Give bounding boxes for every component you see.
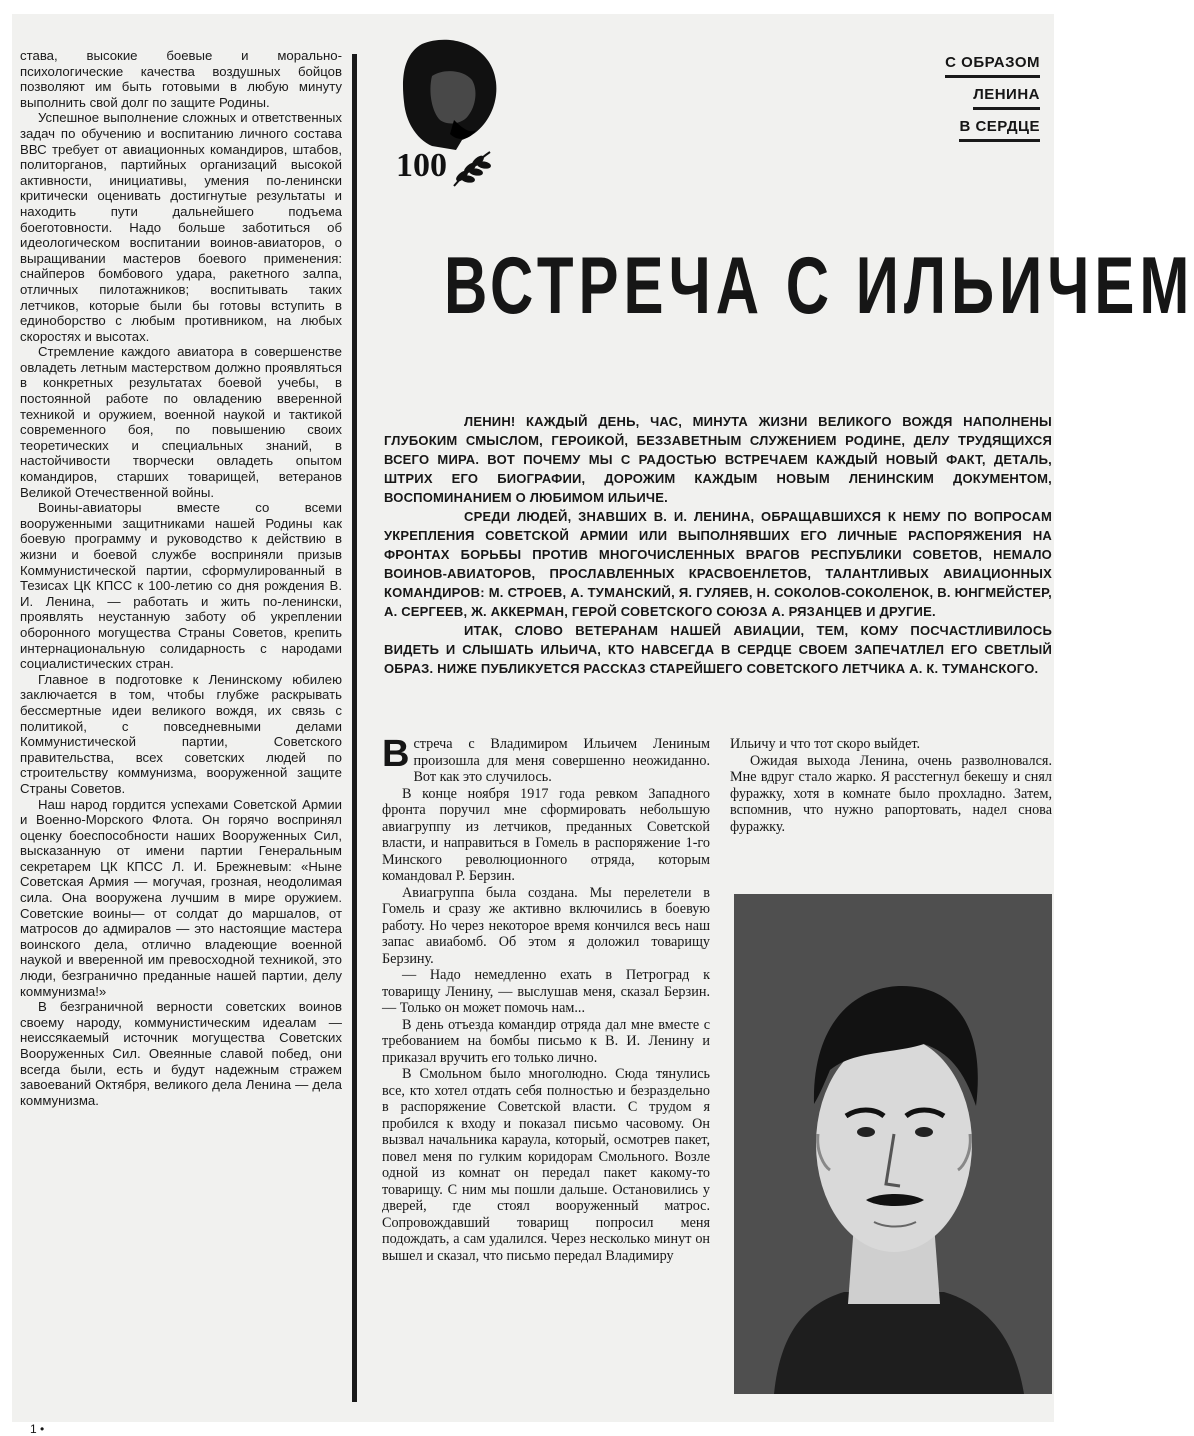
story-column-right: [730, 736, 1052, 835]
story-column-middle: [382, 733, 710, 1264]
story-paragraph: [382, 733, 710, 786]
portrait-illustration: [734, 894, 1052, 1394]
article-lead: [384, 412, 1052, 678]
left-paragraph: става, высокие боевые и морально-психологические качества воздушных бойцов позволяют им быть готовыми в любую минуту выполнить свой долг по защите Родины.: [20, 48, 342, 110]
left-paragraph: Главное в подготовке к Ленинскому юбилею заключается в том, чтобы глубже раскрывать бессмертные идеи великого вождя, их связь с политикой, с повседневными делами Коммунистической партии, Советского правительства, всех советских людей по строительству коммунизма, вооруженной защите Страны Советов.: [20, 671, 342, 796]
section-rubric: [910, 48, 1040, 144]
left-paragraph: В безграничной верности советских воинов своему народу, коммунистическим идеалам — неиссякаемый источник могущества Советских Вооруженных Сил. Овеянные славой побед, они всегда были, есть и будут надежным стражем завоеваний Октября, великого дела Ленина — дела коммунизма.: [20, 999, 342, 1108]
left-paragraph: Наш народ гордится успехами Советской Армии и Военно-Морского Флота. Он горячо воспринял оценку боеспособности наших Вооруженных Сил, высказанную от имени партии Генеральным секретарем ЦК КПСС Л. И. Брежневым: «Ныне Советская Армия — могучая, грозная, неодолимая сила. Она вооружена лучшим в мире оружием. Советские воины— от солдат до маршалов, от матросов до адмиралов — это настоящие мастера воинского дела, отлично владеющие военной наукой и вверенной им превосходной техникой, это люди, безгранично преданные нашей партии, делу коммунизма!»: [20, 796, 342, 999]
drop-cap: В: [382, 733, 410, 775]
laurel-branch-icon: [454, 152, 490, 186]
lead-paragraph: ЛЕНИН! КАЖДЫЙ ДЕНЬ, ЧАС, МИНУТА ЖИЗНИ ВЕЛИКОГО ВОЖДЯ НАПОЛНЕНЫ ГЛУБОКИМ СМЫСЛОМ, ГЕРОИКОЙ, БЕЗЗАВЕТНЫМ СЛУЖЕНИЕМ РОДИНЕ, ДЕЛУ ТРУДЯЩИХСЯ ВСЕГО МИРА. ВОТ ПОЧЕМУ МЫ С РАДОСТЬЮ ВСТРЕЧАЕМ КАЖДЫЙ НОВЫЙ ФАКТ, ДЕТАЛЬ, ШТРИХ ЕГО БИОГРАФИИ, ДОРОЖИМ КАЖДЫМ НОВЫМ ЛЕНИНСКИМ ДОКУМЕНТОМ, ВОСПОМИНАНИЕМ О ЛЮБИМОМ ИЛЬИЧЕ.: [384, 414, 1052, 505]
lenin-profile-icon: [403, 40, 496, 150]
column-divider-rule: [352, 54, 357, 1402]
story-paragraph: В конце ноября 1917 года ревком Западного фронта поручил мне сформировать небольшую авиагруппу из летчиков, преданных Советской власти, и направиться в Гомель в распоряжение 1-го Минского революционного отряда, которым командовал Р. Берзин.: [382, 785, 710, 884]
lead-paragraph: СРЕДИ ЛЮДЕЙ, ЗНАВШИХ В. И. ЛЕНИНА, ОБРАЩАВШИХСЯ К НЕМУ ПО ВОПРОСАМ УКРЕПЛЕНИЯ СОВЕТСКОЙ АРМИИ ИЛИ ВЫПОЛНЯВШИХ ЕГО ЛИЧНЫЕ РАСПОРЯЖЕНИЯ НА ФРОНТАХ БОРЬБЫ ПРОТИВ МНОГОЧИСЛЕННЫХ ВРАГОВ РЕСПУБЛИКИ СОВЕТОВ, НЕМАЛО ВОИНОВ-АВИАТОРОВ, ПРОСЛАВЛЕННЫХ КРАСВОЕНЛЕТОВ, ТАЛАНТЛИВЫХ АВИАЦИОННЫХ КОМАНДИРОВ: М. СТРОЕВ, А. ТУМАНСКИЙ, Я. ГУЛЯЕВ, Н. СОКОЛОВ-СОКОЛЕНОК, В. ЮНГМЕЙСТЕР, А. СЕРГЕЕВ, Ж. АККЕРМАН, ГЕРОЙ СОВЕТСКОГО СОЮЗА А. РЯЗАНЦЕВ И ДРУГИЕ.: [384, 509, 1052, 619]
story-paragraph: В Смольном было многолюдно. Сюда тянулись все, кто хотел отдать себя полностью и безраздельно в распоряжение Советской власти. С трудом я пробился к входу и показал письмо часовому. Он вызвал начальника караула, который, осмотрев пакет, повел меня по гулким коридорам Смольного. Возле одной из комнат он передал пакет какому-то товарищу. С ним мы пошли дальше. Остановились у дверей, где стоял вооруженный матрос. Сопровождавший товарищ попросил меня подождать, а сам удалился. Через несколько минут он вышел и сказал, что письмо передал Владимиру: [382, 1066, 710, 1264]
left-paragraph: Воины-авиаторы вместе со всеми вооруженными защитниками нашей Родины как боевую программу и руководство к действию в жизни и боевой службе восприняли призыв Коммунистической партии, сформулированный в Тезисах ЦК КПСС к 100-летию со дня рождения В. И. Ленина, — работать и жить по-ленински, проявлять неустанную заботу об укреплении оборонного могущества Страны Советов, крепить интернациональную солидарность с народами социалистических стран.: [20, 500, 342, 672]
page-number: 1 •: [30, 1422, 45, 1436]
left-column-text: [20, 48, 342, 1108]
story-paragraph: Ожидая выхода Ленина, очень разволновался. Мне вдруг стало жарко. Я расстегнул бекешу и снял фуражку, хотя в комнате было прохладно. Затем, вспомнив, что нужно рапортовать, надел снова фуражку.: [730, 752, 1052, 835]
left-paragraph: Стремление каждого авиатора в совершенстве овладеть летным мастерством должно проявляться в конкретных результатах боевой учебы, в постоянной работе по овладению вверенной техникой и оружием, военной наукой и тактикой современного боя, по повышению своих теоретических и специальных знаний, в настойчивости творчески овладеть опытом командиров, старших товарищей, ветеранов Великой Отечественной войны.: [20, 344, 342, 500]
story-first-text: стреча с Владимиром Ильичем Лениным произошла для меня совершенно неожиданно. Вот как это случилось.: [413, 736, 710, 785]
story-paragraph: — Надо немедленно ехать в Петроград к товарищу Ленину, — выслушав меня, сказал Берзин. — Только он может помочь нам...: [382, 967, 710, 1016]
left-paragraph: Успешное выполнение сложных и ответственных задач по обучению и воспитанию личного состава ВВС требует от авиационных командиров, штабов, политорганов, партийных организаций высокой активности, инициативы, умения по-ленински критически оценивать достигнутые результаты и находить пути дальнейшего подъема боеготовности. Надо больше заботиться об идеологическом воспитании воинов-авиаторов, о выращивании мастеров боевого применения: снайперов бомбового удара, ракетного залпа, отличных пилотажников; воспитывать таких летчиков, которые были бы готовы вступить в единоборство с любым противником, на любых скоростях и высотах.: [20, 110, 342, 344]
rubric-line: В СЕРДЦЕ: [959, 115, 1040, 142]
story-paragraph: Авиагруппа была создана. Мы перелетели в Гомель и сразу же активно включились в боевую работу. Но через некоторое время кончился весь наш запас авиабомб. Об этом я доложил товарищу Берзину.: [382, 884, 710, 967]
magazine-page: [12, 14, 1194, 1436]
lead-paragraph: ИТАК, СЛОВО ВЕТЕРАНАМ НАШЕЙ АВИАЦИИ, ТЕМ, КОМУ ПОСЧАСТЛИВИЛОСЬ ВИДЕТЬ И СЛЫШАТЬ ИЛЬИЧА, КТО НАВСЕГДА В СЕРДЦЕ СВОЕМ ЗАПЕЧАТЛЕЛ ЕГО СВЕТЛЫЙ ОБРАЗ. НИЖЕ ПУБЛИКУЕТСЯ РАССКАЗ СТАРЕЙШЕГО СОВЕТСКОГО ЛЕТЧИКА А. К. ТУМАНСКОГО.: [384, 623, 1052, 676]
story-paragraph: Ильичу и что тот скоро выйдет.: [730, 736, 921, 752]
story-paragraph: В день отъезда командир отряда дал мне вместе с требованием на бомбы письмо к В. И. Ленину и приказал вручить его только лично.: [382, 1016, 710, 1066]
lenin-centenary-emblem: [392, 36, 507, 201]
rubric-line: С ОБРАЗОМ: [945, 51, 1040, 78]
rubric-line: ЛЕНИНА: [973, 83, 1040, 110]
emblem-number: 100: [396, 147, 447, 184]
article-headline: ВСТРЕЧА С ИЛЬИЧЕМ: [444, 240, 1194, 331]
